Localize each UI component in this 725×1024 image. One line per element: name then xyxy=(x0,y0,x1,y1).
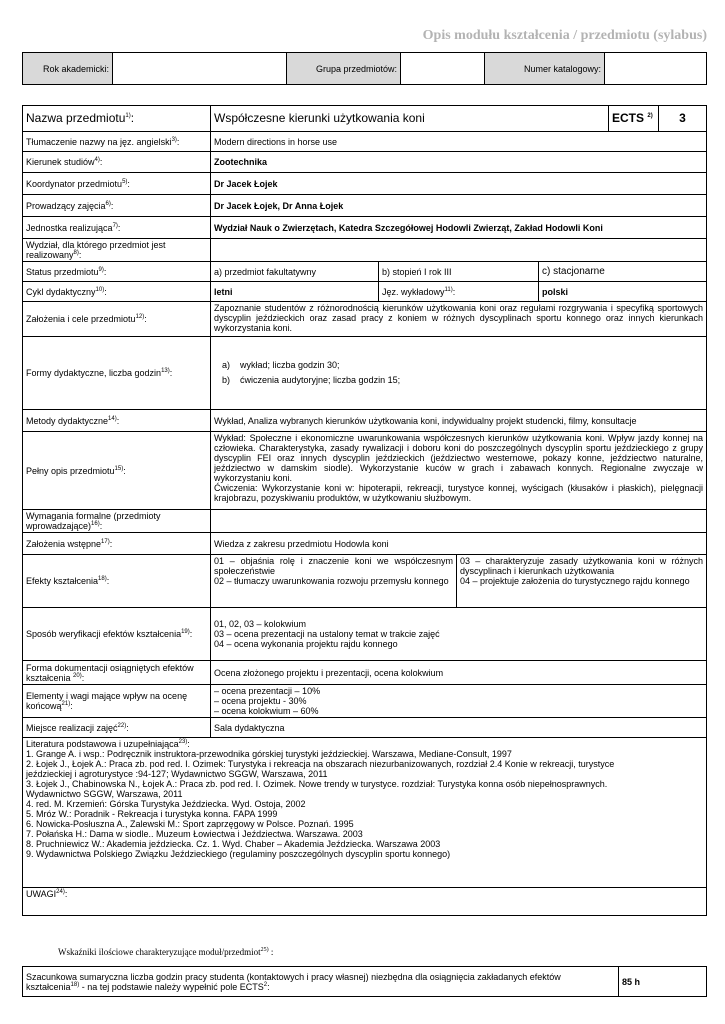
subject-name-value: Współczesne kierunki użytkowania koni xyxy=(211,106,609,132)
outcomes-right: 03 – charakteryzuje zasady użytkowania koni w różnych dyscyplinach i kierunkach użytkowania 04 – projektuje założenia do turystycznego rajdu konnego xyxy=(457,555,707,608)
cycle-label: Cykl dydaktyczny$^{10)}$: xyxy=(23,282,211,302)
forms-value xyxy=(211,337,707,410)
catalog-number-label: Numer katalogowy: xyxy=(485,53,605,85)
academic-year-field[interactable] xyxy=(113,53,287,85)
requirements-value xyxy=(211,510,707,533)
literature-item: Wydawnictwo SGGW, Warszawa, 2011 xyxy=(26,789,183,799)
unit-value: Wydział Nauk o Zwierzętach, Katedra Szczegółowej Hodowli Zwierząt, Zakład Hodowli Koni xyxy=(211,217,707,239)
documentation-label: Forma dokumentacji osiągniętych efektów kształcenia $^{20)}$: xyxy=(23,661,211,685)
subject-name-label: Nazwa przedmiotu$^{1)}$: xyxy=(23,106,211,132)
english-name-value: Modern directions in horse use xyxy=(211,132,707,152)
faculty-label: Wydział, dla którego przedmiot jest realizowany$^{8)}$: xyxy=(23,239,211,262)
ects-label: ECTS $^{2)}$ xyxy=(609,106,659,132)
forms-item-lecture: a) wykład; liczba godzin 30; xyxy=(222,360,340,370)
language-value: polski xyxy=(539,282,707,302)
literature-item: 8. Pruchniewicz W.: Akademia jeździecka. Cz. 1. Wyd. Chaber – Akademia Jeździecka. Warszawa 2003 xyxy=(26,839,441,849)
english-name-label: Tłumaczenie nazwy na jęz. angielski$^{3)}$: xyxy=(23,132,211,152)
academic-year-label: Rok akademicki: xyxy=(23,53,113,85)
literature-item: 4. red. M. Krzemień: Górska Turystyka Jeździecka. Wyd. Ostoja, 2002 xyxy=(26,799,306,809)
verification-label: Sposób weryfikacji efektów kształcenia$^{19)}$: xyxy=(23,608,211,661)
literature-item: 9. Wydawnictwa Polskiego Związku Jeździeckiego (regulaminy poszczególnych dyscyplin sportu konnego) xyxy=(26,849,451,859)
literature-item: 5. Mróz W.: Poradnik - Rekreacja i turystyka konna. FAPA 1999 xyxy=(26,809,278,819)
teachers-label: Prowadzący zajęcia$^{6)}$: xyxy=(23,195,211,217)
location-label: Miejsce realizacji zajęć$^{22)}$: xyxy=(23,718,211,738)
methods-value: Wykład, Analiza wybranych kierunków użytkowania koni, indywidualny projekt studencki, filmy, konsultacje xyxy=(211,410,707,432)
teachers-value: Dr Jacek Łojek, Dr Anna Łojek xyxy=(211,195,707,217)
subject-group-field[interactable] xyxy=(401,53,485,85)
description-label: Pełny opis przedmiotu$^{15)}$: xyxy=(23,432,211,510)
coordinator-value: Dr Jacek Łojek xyxy=(211,173,707,195)
status-mode: c) stacjonarne xyxy=(539,262,707,282)
literature-item: 1. Grange A. i wsp.: Podręcznik instruktora-przewodnika górskiej turystyki jeździeckiej. Warszawa, Mediane-Consult, 1997 xyxy=(26,749,512,759)
prerequisites-value: Wiedza z zakresu przedmiotu Hodowla koni xyxy=(211,533,707,555)
forms-label: Formy dydaktyczne, liczba godzin$^{13)}$: xyxy=(23,337,211,410)
literature-item: 2. Łojek J., Łojek A.: Praca zb. pod red. I. Ozimek: Turystyka i rekreacja na obszarach niezurbanizowanych, rozdział 2.4 Konie w rekreacji, turystyce xyxy=(26,759,615,769)
literature-item: jeździeckiej i agroturystyce :94-127; Wydawnictwo SGGW, Warszawa, 2011 xyxy=(26,769,328,779)
unit-label: Jednostka realizująca$^{7)}$: xyxy=(23,217,211,239)
syllabus-table xyxy=(22,105,707,916)
workload-label: Szacunkowa sumaryczna liczba godzin pracy studenta (kontaktowych i pracy własnej) niezbędna dla osiągnięcia zakładanych efektów kształcenia$^{18)}$ - na tej podstawie należy wypełnić pole ECTS$^2$: xyxy=(23,967,619,997)
location-value: Sala dydaktyczna xyxy=(211,718,707,738)
literature-item: 7. Połańska H.: Dama w siodle.. Muzeum Łowiectwa i Jeździectwa. Warszawa. 2003 xyxy=(26,829,363,839)
status-label: Status przedmiotu$^{9)}$: xyxy=(23,262,211,282)
workload-value: 85 h xyxy=(619,967,707,997)
status-level: b) stopień I rok III xyxy=(379,262,539,282)
catalog-number-field[interactable] xyxy=(605,53,707,85)
goals-value: Zapoznanie studentów z różnorodnością kierunków użytkowania koni oraz regułami rozgrywania i specyfiką sportowych dyscyplin jeździeckich oraz zasad pracy z koniem w różnych dyscyplinach sportu konnego oraz innych kierunkach wykorzystania koni. xyxy=(211,302,707,337)
field-of-study-value: Zootechnika xyxy=(211,152,707,173)
requirements-label: Wymagania formalne (przedmioty wprowadzające)$^{16)}$: xyxy=(23,510,211,533)
indicators-note: Wskaźniki ilościowe charakteryzujące moduł/przedmiot$^{25)}$ : xyxy=(58,947,274,957)
cycle-value: letni xyxy=(211,282,379,302)
description-value: Wykład: Społeczne i ekonomiczne uwarunkowania współczesnych kierunków użytkowania koni. Wpływ jazdy konnej na człowieka. Charakterystyka, zasady rywalizacji i doboru koni do poszczególnych dyscyplin sportu jeździeckiego z grupy dyscyplin FEI oraz innych dyscyplin jeździeckich (jeździectwo westernowe, pokazy konne, jeździectwo naturalne, jeździectwo w damskim siodle). Wykorzystanie kuców w grach i zabawach konnych. Regionalne zwyczaje w wykorzystaniu koni. Ćwiczenia: Wykorzystanie koni w: hipoterapii, rekreacji, turystyce konnej, wyścigach (kłusaków i płaskich), pielęgnacji krajobrazu, pozyskiwaniu produktów, w użytkowaniu służbowym. xyxy=(211,432,707,510)
documentation-value: Ocena złożonego projektu i prezentacji, ocena kolokwium xyxy=(211,661,707,685)
faculty-value xyxy=(211,239,707,262)
literature-item: 3. Łojek J., Chabinowska N., Łojek A.: Praca zb. pod red. I. Ozimek. Nowe trendy w turystyce. rozdział: Turystyka konna osób niepełnosprawnych. xyxy=(26,779,608,789)
literature-label: Literatura podstawowa i uzupełniająca$^{23)}$: xyxy=(26,739,190,749)
subject-group-label: Grupa przedmiotów: xyxy=(287,53,401,85)
goals-label: Założenia i cele przedmiotu$^{12)}$: xyxy=(23,302,211,337)
literature-item: 6. Nowicka-Posłuszna A., Zalewski M.: Sport zaprzęgowy w Polsce. Poznań. 1995 xyxy=(26,819,354,829)
methods-label: Metody dydaktyczne$^{14)}$: xyxy=(23,410,211,432)
weights-label: Elementy i wagi mające wpływ na ocenę końcową$^{21)}$: xyxy=(23,685,211,718)
page-title: Opis modułu kształcenia / przedmiotu (sylabus) xyxy=(422,28,707,43)
outcomes-left: 01 – objaśnia rolę i znaczenie koni we współczesnym społeczeństwie 02 – tłumaczy uwarunkowania rozwoju przemysłu konnego xyxy=(211,555,457,608)
prerequisites-label: Założenia wstępne$^{17)}$: xyxy=(23,533,211,555)
language-label: Jęz. wykładowy$^{11)}$: xyxy=(379,282,539,302)
catalog-header-table xyxy=(22,52,707,85)
workload-table xyxy=(22,966,707,997)
remarks-section: UWAGI$^{24)}$: xyxy=(23,888,707,916)
weights-value: – ocena prezentacji – 10% – ocena projektu - 30% – ocena kolokwium – 60% xyxy=(211,685,707,718)
verification-value: 01, 02, 03 – kolokwium 03 – ocena prezentacji na ustalony temat w trakcie zajęć 04 – ocena wykonania projektu rajdu konnego xyxy=(211,608,707,661)
outcomes-label: Efekty kształcenia$^{18)}$: xyxy=(23,555,211,608)
ects-value: 3 xyxy=(659,106,707,132)
status-type: a) przedmiot fakultatywny xyxy=(211,262,379,282)
forms-item-exercises: b) ćwiczenia audytoryjne; liczba godzin 15; xyxy=(222,375,401,385)
field-of-study-label: Kierunek studiów$^{4)}$: xyxy=(23,152,211,173)
literature-section xyxy=(23,738,707,888)
coordinator-label: Koordynator przedmiotu$^{5)}$: xyxy=(23,173,211,195)
